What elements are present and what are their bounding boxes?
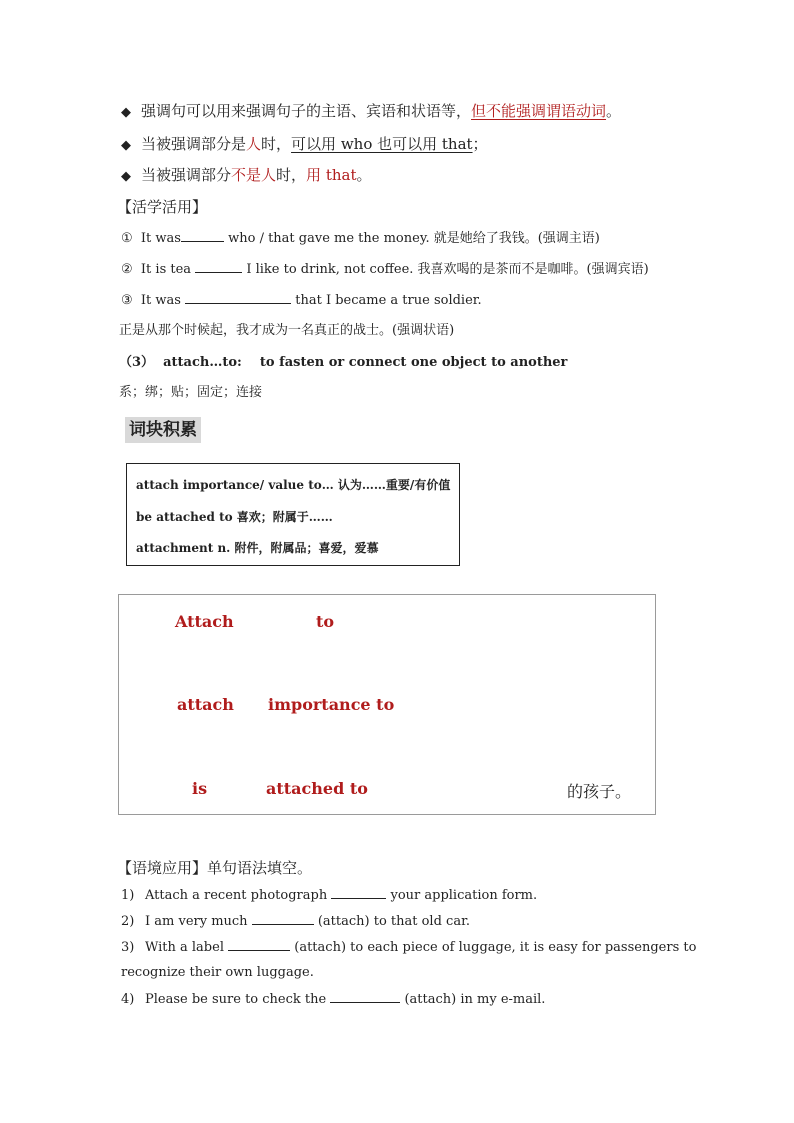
practice-item-3: ③ It was that I became a true soldier. <box>121 293 482 308</box>
answer-blank[interactable] <box>330 990 400 1003</box>
vocab-line-3: attachment n. 附件，附属品；喜爱，爱慕 <box>136 541 379 555</box>
phrase-word-cn: 的孩子。 <box>567 782 632 801</box>
note-2-underlined: 可以用 who 也可以用 that <box>291 135 473 153</box>
diamond-bullet-icon: ◆ <box>121 105 131 120</box>
practice-item-3-translation: 正是从那个时候起，我才成为一名真正的战士。(强调状语) <box>119 323 455 338</box>
phrase-word: attach <box>177 695 234 714</box>
note-3: ◆ 当被强调部分不是人时，用 that。 <box>121 165 372 187</box>
apply-item-4: 4) Please be sure to check the (attach) in my e-mail. <box>121 992 546 1007</box>
diamond-bullet-icon: ◆ <box>121 138 131 153</box>
practice-heading: 【活学活用】 <box>117 198 208 216</box>
phrase-word: to <box>316 612 335 631</box>
vocab-line-2: be attached to 喜欢；附属于…… <box>136 510 333 524</box>
chunk-heading: 词块积累 <box>125 417 201 443</box>
answer-blank[interactable] <box>195 260 242 273</box>
diamond-bullet-icon: ◆ <box>121 169 131 184</box>
apply-item-2: 2) I am very much (attach) to that old car. <box>121 914 470 929</box>
answer-blank[interactable] <box>252 912 314 925</box>
phrase-word: is <box>192 779 208 798</box>
attach-phrase-box <box>118 594 656 815</box>
apply-item-3-cont: recognize their own luggage. <box>121 965 314 980</box>
answer-blank[interactable] <box>228 938 290 951</box>
phrase-word: attached to <box>266 779 368 798</box>
phrase-word: Attach <box>175 612 234 631</box>
vocab-line-1: attach importance/ value to… 认为……重要/有价值 <box>136 478 451 492</box>
note-1: ◆ 强调句可以用来强调句子的主语、宾语和状语等，但不能强调谓语动词。 <box>121 101 621 123</box>
apply-item-3: 3) With a label (attach) to each piece of luggage, it is easy for passengers to <box>121 940 697 955</box>
apply-heading: 【语境应用】单句语法填空。 <box>117 859 313 877</box>
vocab-box <box>126 463 460 566</box>
answer-blank[interactable] <box>181 229 224 242</box>
phrase-word: importance to <box>268 695 395 714</box>
practice-item-1: ① It was who / that gave me the money. 就是她给了我钱。(强调主语) <box>121 231 600 246</box>
item3-translation: 系；绑；贴；固定；连接 <box>119 385 263 400</box>
answer-blank[interactable] <box>185 291 291 304</box>
answer-blank[interactable] <box>331 886 386 899</box>
note-2: ◆ 当被强调部分是人时，可以用 who 也可以用 that； <box>121 134 488 156</box>
practice-item-2: ② It is tea I like to drink, not coffee. 我喜欢喝的是茶而不是咖啡。(强调宾语) <box>121 262 649 277</box>
item3-definition: （3） attach…to: to fasten or connect one object to another <box>119 355 568 370</box>
apply-item-1: 1) Attach a recent photograph your application form. <box>121 888 538 903</box>
note-1-red: 但不能强调谓语动词 <box>471 102 607 120</box>
